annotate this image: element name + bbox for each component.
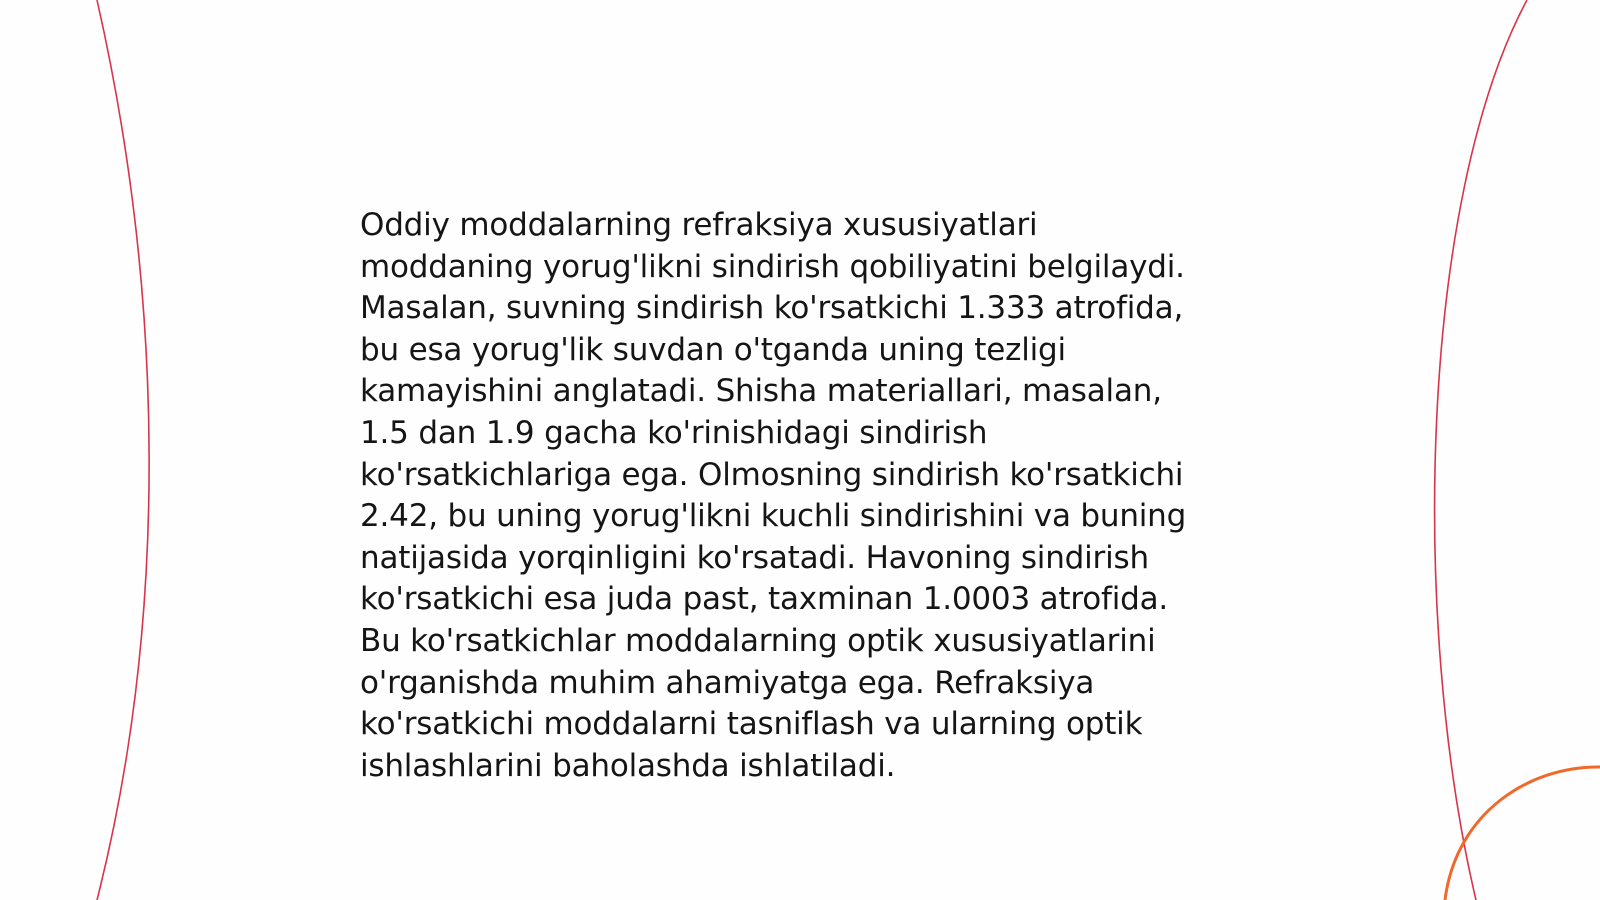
corner-arc	[1445, 767, 1600, 900]
slide-body-text: Oddiy moddalarning refraksiya xususiyatlari moddaning yorug'likni sindirish qobiliyatini belgilaydi. Masalan, suvning sindirish ko'rsatkichi 1.333 atrofida, bu esa yorug'lik suvdan o'tganda uning tezligi kamayishini anglatadi. Shisha materiallari, masalan, 1.5 dan 1.9 gacha ko'rinishidagi sindirish ko'rsatkichlariga ega. Olmosning sindirish ko'rsatkichi 2.42, bu uning yorug'likni kuchli sindirishini va buning natijasida yorqinligini ko'rsatadi. Havoning sindirish ko'rsatkichi esa juda past, taxminan 1.0003 atrofida. Bu ko'rsatkichlar moddalarning optik xususiyatlarini o'rganishda muhim ahamiyatga ega. Refraksiya ko'rsatkichi moddalarni tasniflash va ularning optik ishlashlarini baholashda ishlatiladi.	[360, 207, 1187, 784]
right-curve	[1435, 0, 1527, 900]
left-curve	[97, 0, 149, 900]
